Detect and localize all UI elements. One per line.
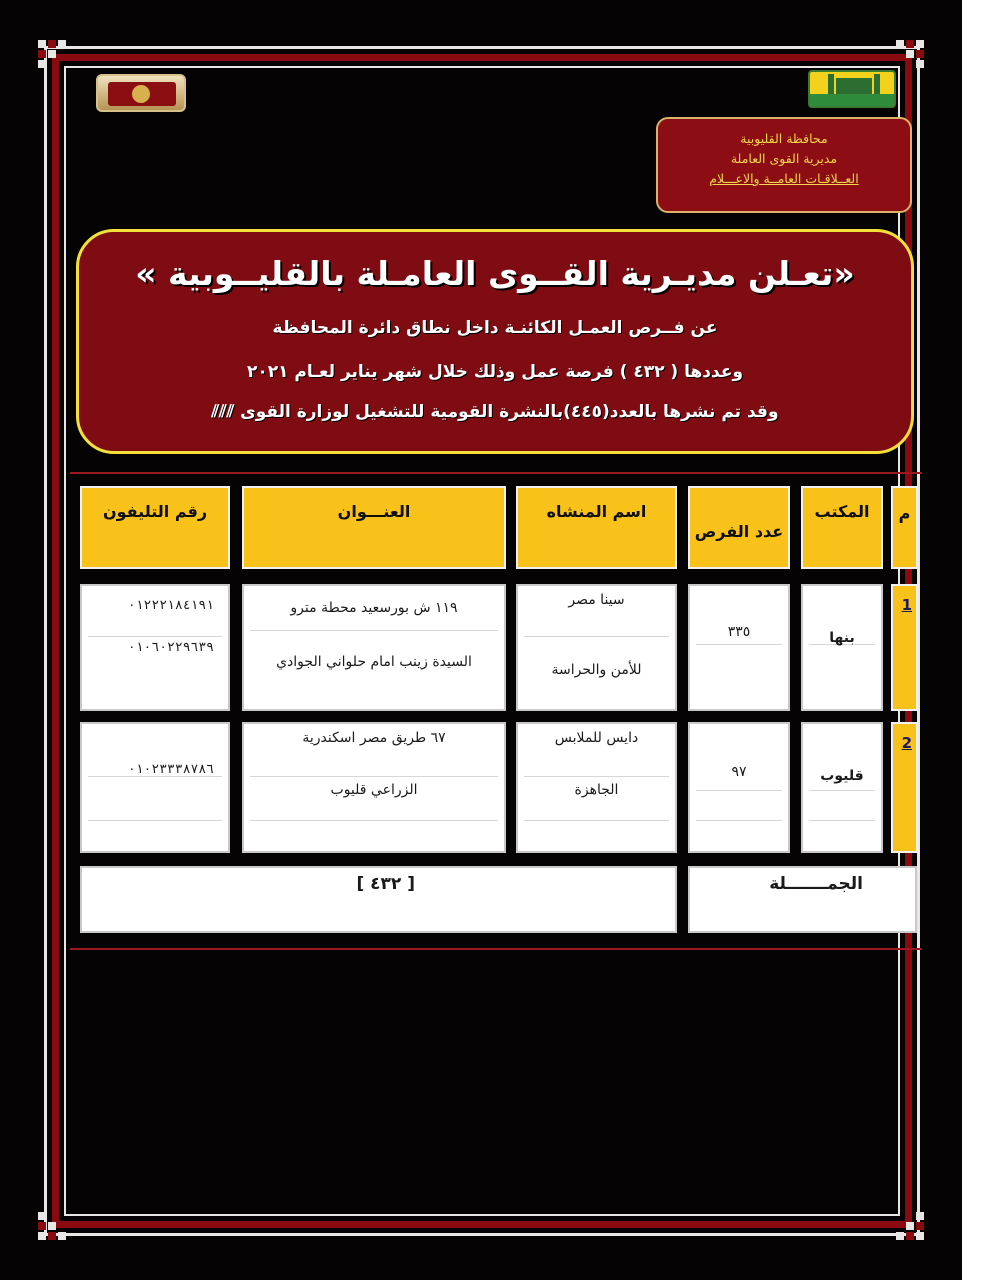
table-row-company: دايس للملابس الجاهزة [516, 722, 677, 853]
announcement-banner [76, 229, 914, 454]
announcement-title: «تعـلن مديـرية القــوى العامـلة بالقليــوبية » [135, 254, 855, 293]
header-office: المكتب [801, 486, 883, 569]
egypt-emblem-logo [96, 74, 186, 112]
total-label-cell [688, 866, 917, 933]
corner-ornament-top-left [38, 40, 88, 90]
announcement-line-2: عن فــرص العمـل الكائنـة داخل نطاق دائرة المحافظة [272, 318, 718, 338]
page-margin [962, 0, 989, 1280]
header-address: العنـــوان [242, 486, 506, 569]
header-company-name: اسم المنشاه [516, 486, 677, 569]
total-value: [ ٤٣٢ ] [356, 874, 415, 894]
announcement-line-4: وقد تم نشرها بالعدد(٤٤٥)بالنشرة القومية للتشغيل لوزارة القوى ⫽⫽⫽ [211, 402, 779, 422]
table-row-count: ٩٧ [688, 722, 790, 853]
table-row-address: ٦٧ طريق مصر اسكندرية الزراعي قليوب [242, 722, 506, 853]
header-opportunities-count: عدد الفرص [688, 486, 790, 569]
corner-ornament-bottom-left [38, 1192, 88, 1242]
divider [70, 948, 922, 950]
divider [70, 472, 922, 474]
corner-ornament-bottom-right [876, 1192, 926, 1242]
qalyubia-governorate-logo [808, 70, 896, 108]
department-header-box [656, 117, 912, 213]
header-phone: رقم التليفون [80, 486, 230, 569]
table-row-office: بنها [801, 584, 883, 711]
header-serial: م [891, 486, 918, 569]
table-row-count: ٣٣٥ [688, 584, 790, 711]
table-row-address: ١١٩ ش بورسعيد محطة مترو السيدة زينب امام حلواني الجوادي [242, 584, 506, 711]
table-row-serial: 2 [891, 722, 918, 853]
table-row-office: قليوب [801, 722, 883, 853]
table-row-company: سينا مصر للأمن والحراسة [516, 584, 677, 711]
announcement-line-3: وعددها ( ٤٣٢ ) فرصة عمل وذلك خلال شهر يناير لعـام ٢٠٢١ [246, 362, 744, 382]
table-row-serial: 1 [891, 584, 918, 711]
directorate-name: مديرية القوى العاملة [730, 151, 838, 166]
table-row-phone: ٠١٢٢٢١٨٤١٩١ ٠١٠٦٠٢٢٩٦٣٩ [80, 584, 230, 711]
total-value-cell [80, 866, 677, 933]
department-name: العــلاقـات العامــة والاعـــلام [709, 171, 859, 186]
total-label: الجمـــــــلة [769, 874, 863, 894]
governorate-name: محافظة القليوبية [740, 131, 828, 146]
table-row-phone: ٠١٠٢٣٣٣٨٧٨٦ [80, 722, 230, 853]
